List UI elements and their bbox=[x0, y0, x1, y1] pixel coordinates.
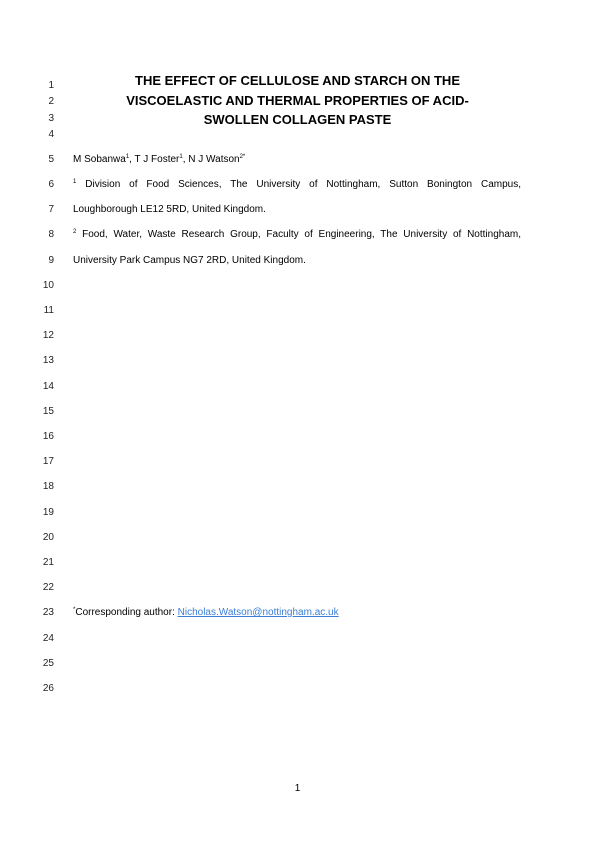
title-line: SWOLLEN COLLAGEN PASTE bbox=[203, 112, 392, 127]
corresponding-marker: * bbox=[73, 607, 76, 613]
line-number: 18 bbox=[42, 481, 54, 492]
line-number: 10 bbox=[42, 280, 54, 291]
line-number: 9 bbox=[48, 255, 54, 266]
affiliation-text: Division of Food Sciences, The University of Nottingham, Sutton Bonington Campus, bbox=[85, 179, 522, 190]
author-name: M Sobanwa bbox=[73, 154, 126, 165]
affiliation-marker: 2 bbox=[73, 229, 77, 235]
line-number: 11 bbox=[43, 305, 54, 316]
line-number: 23 bbox=[42, 607, 54, 618]
affiliation-marker: 1 bbox=[125, 154, 130, 160]
line-number: 24 bbox=[42, 633, 54, 644]
author-list bbox=[73, 154, 521, 166]
line-number: 3 bbox=[48, 113, 54, 124]
line-number: 16 bbox=[42, 431, 54, 442]
affiliation-text: Food, Water, Waste Research Group, Faculty of Engineering, The University of Nottingham, bbox=[82, 229, 521, 240]
line-number: 6 bbox=[48, 179, 54, 190]
author-separator: , bbox=[182, 154, 189, 165]
affiliation-2-line-1 bbox=[73, 229, 521, 241]
author-separator: , bbox=[129, 154, 135, 165]
line-number: 12 bbox=[42, 330, 54, 341]
affiliation-marker: 1 bbox=[73, 179, 77, 185]
line-number: 26 bbox=[42, 683, 54, 694]
line-number: 5 bbox=[48, 154, 54, 165]
author-name: N J Watson bbox=[188, 154, 240, 165]
corresponding-label: Corresponding author: bbox=[75, 607, 178, 618]
line-number: 25 bbox=[42, 658, 54, 669]
line-number: 1 bbox=[48, 80, 54, 91]
line-number: 4 bbox=[48, 129, 54, 140]
line-number: 14 bbox=[42, 381, 54, 392]
affiliation-2-line-2: University Park Campus NG7 2RD, United Kingdom. bbox=[73, 255, 306, 266]
affiliation-1-line-2: Loughborough LE12 5RD, United Kingdom. bbox=[73, 204, 266, 215]
line-number: 15 bbox=[42, 406, 54, 417]
affiliation-marker: 1 bbox=[179, 154, 183, 160]
title-line: VISCOELASTIC AND THERMAL PROPERTIES OF ACID- bbox=[126, 92, 469, 108]
author-name: T J Foster bbox=[134, 154, 180, 165]
corresponding-author bbox=[73, 607, 521, 619]
line-number: 7 bbox=[48, 204, 54, 215]
affiliation-1-line-1 bbox=[73, 179, 521, 191]
line-number: 22 bbox=[42, 582, 54, 593]
line-number: 8 bbox=[48, 229, 54, 240]
paper-title bbox=[70, 71, 525, 130]
page-number: 1 bbox=[294, 783, 301, 794]
line-number: 21 bbox=[42, 557, 54, 568]
line-number: 2 bbox=[48, 96, 54, 107]
line-number: 13 bbox=[42, 355, 54, 366]
affiliation-marker: 2* bbox=[239, 154, 246, 160]
line-number: 19 bbox=[42, 507, 54, 518]
line-number: 17 bbox=[42, 456, 54, 467]
title-line: THE EFFECT OF CELLULOSE AND STARCH ON THE bbox=[135, 73, 460, 88]
corresponding-email-link[interactable]: Nicholas.Watson@nottingham.ac.uk bbox=[177, 607, 339, 618]
line-number: 20 bbox=[42, 532, 54, 543]
